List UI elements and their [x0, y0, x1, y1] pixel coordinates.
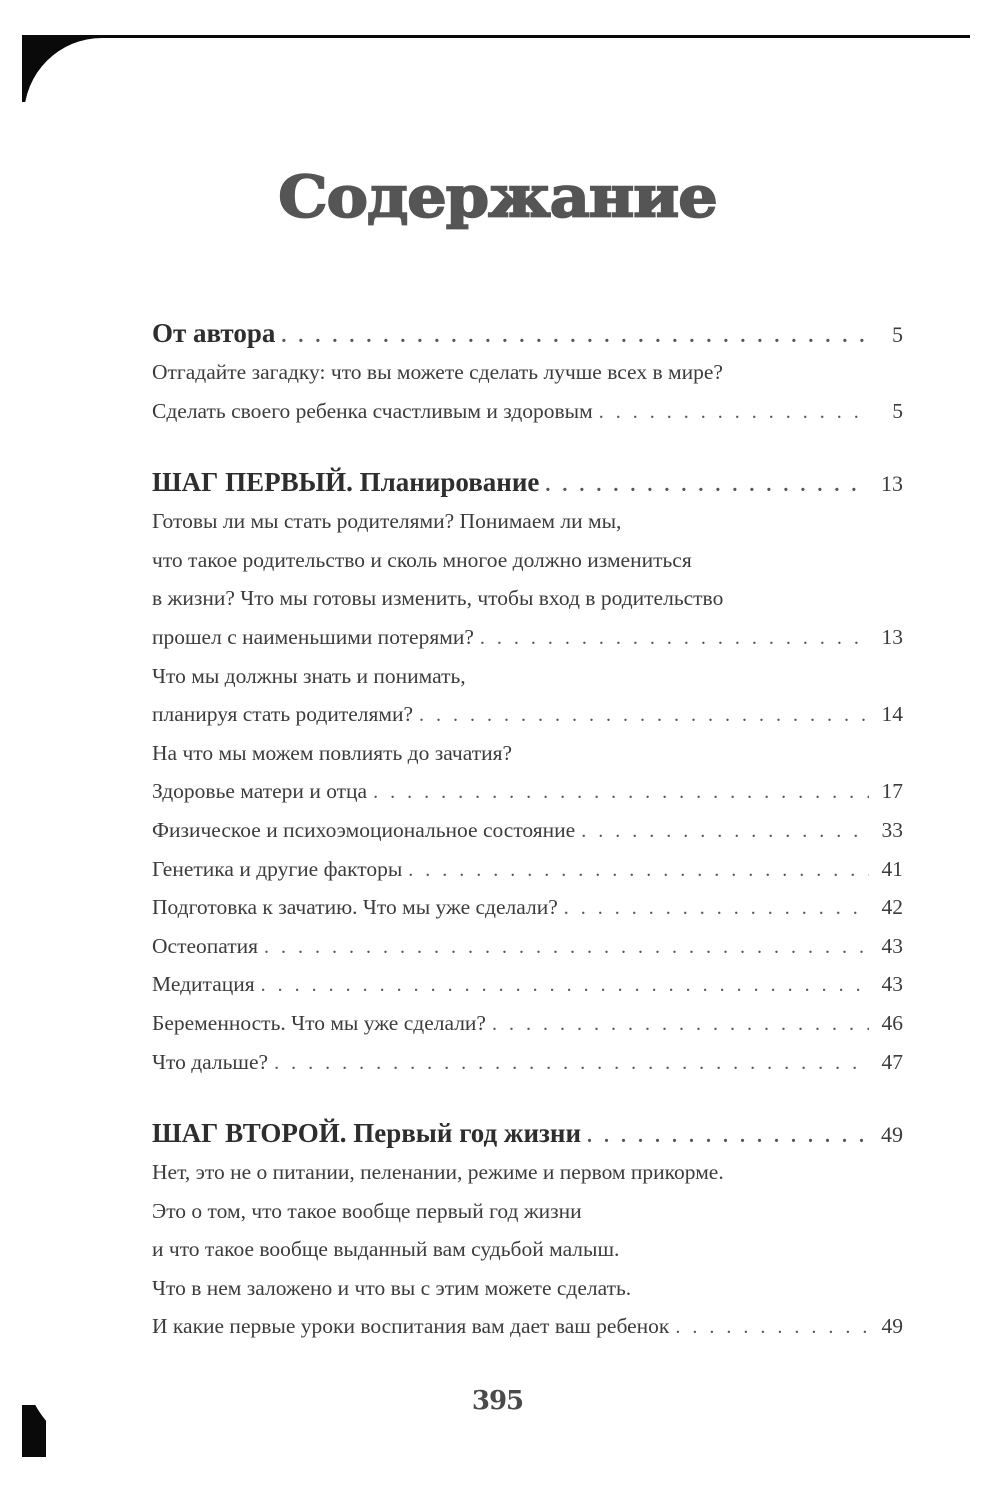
toc-entry-text: Что мы должны знать и понимать, [152, 663, 466, 688]
dot-leader [274, 1052, 869, 1075]
toc-entry[interactable] [152, 972, 903, 1011]
toc-page-number: 47 [881, 1049, 903, 1074]
toc-entry[interactable] [152, 1199, 903, 1238]
toc-entry[interactable] [152, 857, 903, 896]
toc-page-number: 13 [881, 471, 903, 497]
toc-heading-text: ШАГ ПЕРВЫЙ. Планирование [152, 467, 540, 498]
section-spacer [152, 1088, 903, 1118]
dot-leader [373, 781, 869, 804]
toc-entry[interactable] [152, 1011, 903, 1050]
toc-entry[interactable] [152, 1237, 903, 1276]
toc-entry[interactable] [152, 360, 903, 399]
toc-entry[interactable] [152, 1314, 903, 1353]
dot-leader [581, 820, 869, 843]
toc-entry-text: Отгадайте загадку: что вы можете сделать лучше всех в мире? [152, 360, 723, 384]
toc-entry[interactable] [152, 818, 903, 857]
toc-entry[interactable] [152, 509, 903, 548]
page-number-folio: 395 [471, 1386, 524, 1416]
toc-entry[interactable] [152, 934, 903, 973]
toc-entry[interactable] [152, 625, 903, 664]
toc-entry-text: На что мы можем повлиять до зачатия? [152, 740, 513, 765]
toc-page-number: 5 [892, 398, 903, 423]
dot-leader [675, 1316, 869, 1339]
toc-entry-text: планируя стать родителями? [152, 702, 414, 727]
toc-entry-text: Генетика и другие факторы [152, 856, 403, 881]
dot-leader [599, 401, 869, 424]
toc-page-number: 43 [881, 933, 903, 958]
dot-leader [587, 1125, 869, 1148]
toc-entry-text: Физическое и психоэмоциональное состояние [152, 817, 576, 842]
toc-entry-text: Подготовка к зачатию. Что мы уже сделали? [152, 895, 558, 920]
toc-entry[interactable] [152, 1160, 903, 1199]
toc-heading-step-two[interactable] [152, 1118, 903, 1160]
toc-page-number: 13 [881, 624, 903, 649]
toc-entry-text: что такое родительство и сколь многое должно измениться [152, 547, 692, 572]
toc-page-number: 14 [881, 702, 903, 727]
toc-entry-text: Сделать своего ребенка счастливым и здоровым [152, 398, 593, 423]
dot-leader [408, 859, 869, 882]
toc-entry-text: в жизни? Что мы готовы изменить, чтобы вход в родительство [152, 586, 724, 611]
toc-heading-step-one[interactable] [152, 467, 903, 509]
toc-page-number: 49 [881, 1314, 903, 1339]
toc-entry-text: Нет, это не о питании, пеленании, режиме и первом прикорме. [152, 1160, 724, 1185]
toc-entry-text: и что такое вообще выданный вам судьбой малыш. [152, 1237, 620, 1262]
dot-leader [264, 936, 869, 959]
toc-entry[interactable] [152, 702, 903, 741]
toc-entry-text: Здоровье матери и отца [152, 779, 368, 804]
toc-entry-text: Что дальше? [152, 1049, 269, 1074]
toc-page-number: 49 [881, 1122, 903, 1148]
toc-entry[interactable] [152, 548, 903, 587]
dot-leader [281, 325, 869, 348]
toc-page-number: 42 [881, 895, 903, 920]
toc-entry[interactable] [152, 779, 903, 818]
toc-page-number: 41 [881, 856, 903, 881]
top-left-corner-ornament [22, 36, 102, 102]
section-spacer [152, 437, 903, 467]
toc-page-number: 33 [881, 817, 903, 842]
toc-entry-text: Что в нем заложено и что вы с этим можете сделать. [152, 1275, 632, 1300]
table-of-contents [152, 318, 903, 1353]
dot-leader [492, 1013, 869, 1036]
toc-entry[interactable] [152, 895, 903, 934]
toc-entry[interactable] [152, 586, 903, 625]
dot-leader [261, 974, 869, 997]
dot-leader [480, 627, 869, 650]
toc-page-number: 5 [892, 322, 903, 347]
toc-entry-text: Готовы ли мы стать родителями? Понимаем ли мы, [152, 509, 622, 534]
toc-heading-from-author[interactable] [152, 318, 903, 360]
toc-entry-text: И какие первые уроки воспитания вам дает ваш ребенок [152, 1314, 670, 1339]
toc-entry[interactable] [152, 741, 903, 780]
toc-page-number: 43 [881, 972, 903, 997]
toc-entry[interactable] [152, 664, 903, 703]
dot-leader [419, 704, 869, 727]
toc-entry[interactable] [152, 399, 903, 438]
toc-entry-text: Остеопатия [152, 933, 259, 958]
toc-entry-text: Беременность. Что мы уже сделали? [152, 1010, 486, 1035]
toc-entry-text: Это о том, что такое вообще первый год жизни [152, 1198, 582, 1223]
dot-leader [545, 474, 869, 497]
toc-entry-text: прошел с наименьшими потерями? [152, 624, 474, 649]
toc-entry[interactable] [152, 1276, 903, 1315]
dot-leader [564, 897, 869, 920]
toc-heading-text: ШАГ ВТОРОЙ. Первый год жизни [152, 1118, 582, 1149]
toc-entry[interactable] [152, 1050, 903, 1089]
top-border-rule [22, 35, 970, 38]
toc-heading-text: От автора [152, 318, 276, 348]
toc-page-number: 46 [881, 1010, 903, 1035]
page-title: Содержание [278, 162, 717, 231]
toc-page-number: 17 [881, 779, 903, 804]
toc-entry-text: Медитация [152, 972, 255, 997]
